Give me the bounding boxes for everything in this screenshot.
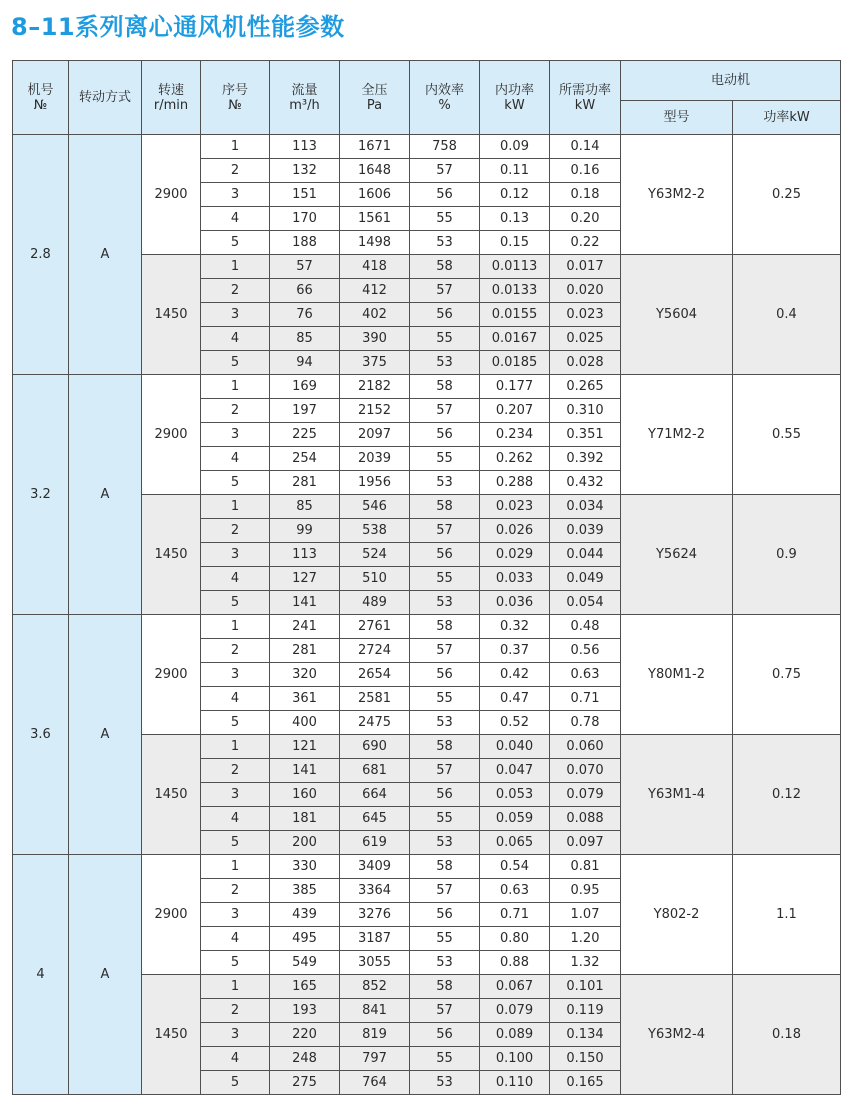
required-power-cell: 0.310 xyxy=(550,399,621,423)
efficiency-cell: 56 xyxy=(410,543,480,567)
header-motor-model: 型号 xyxy=(621,101,733,135)
motor-model-cell: Y802-2 xyxy=(621,855,733,975)
internal-power-cell: 0.0185 xyxy=(480,351,550,375)
required-power-cell: 0.351 xyxy=(550,423,621,447)
flow-cell: 141 xyxy=(270,759,340,783)
machine-no-cell: 3.6 xyxy=(13,615,69,855)
flow-cell: 121 xyxy=(270,735,340,759)
pressure-cell: 2654 xyxy=(340,663,410,687)
efficiency-cell: 53 xyxy=(410,351,480,375)
seq-cell: 5 xyxy=(201,591,270,615)
flow-cell: 385 xyxy=(270,879,340,903)
flow-cell: 281 xyxy=(270,639,340,663)
required-power-cell: 0.034 xyxy=(550,495,621,519)
pressure-cell: 2182 xyxy=(340,375,410,399)
speed-cell: 1450 xyxy=(142,975,201,1095)
internal-power-cell: 0.110 xyxy=(480,1071,550,1095)
internal-power-cell: 0.026 xyxy=(480,519,550,543)
seq-cell: 1 xyxy=(201,735,270,759)
drive-mode-cell: A xyxy=(69,855,142,1095)
flow-cell: 495 xyxy=(270,927,340,951)
pressure-cell: 2581 xyxy=(340,687,410,711)
internal-power-cell: 0.177 xyxy=(480,375,550,399)
pressure-cell: 412 xyxy=(340,279,410,303)
motor-model-cell: Y71M2-2 xyxy=(621,375,733,495)
internal-power-cell: 0.262 xyxy=(480,447,550,471)
flow-cell: 127 xyxy=(270,567,340,591)
pressure-cell: 1956 xyxy=(340,471,410,495)
pressure-cell: 3187 xyxy=(340,927,410,951)
required-power-cell: 1.20 xyxy=(550,927,621,951)
internal-power-cell: 0.288 xyxy=(480,471,550,495)
seq-cell: 4 xyxy=(201,1047,270,1071)
motor-model-cell: Y80M1-2 xyxy=(621,615,733,735)
pressure-cell: 1498 xyxy=(340,231,410,255)
internal-power-cell: 0.0155 xyxy=(480,303,550,327)
efficiency-cell: 56 xyxy=(410,903,480,927)
internal-power-cell: 0.065 xyxy=(480,831,550,855)
flow-cell: 66 xyxy=(270,279,340,303)
internal-power-cell: 0.80 xyxy=(480,927,550,951)
seq-cell: 4 xyxy=(201,447,270,471)
internal-power-cell: 0.0167 xyxy=(480,327,550,351)
pressure-cell: 764 xyxy=(340,1071,410,1095)
seq-cell: 2 xyxy=(201,279,270,303)
efficiency-cell: 56 xyxy=(410,783,480,807)
flow-cell: 200 xyxy=(270,831,340,855)
seq-cell: 3 xyxy=(201,183,270,207)
speed-cell: 1450 xyxy=(142,495,201,615)
flow-cell: 330 xyxy=(270,855,340,879)
required-power-cell: 0.18 xyxy=(550,183,621,207)
pressure-cell: 3364 xyxy=(340,879,410,903)
flow-cell: 141 xyxy=(270,591,340,615)
flow-cell: 220 xyxy=(270,1023,340,1047)
seq-cell: 3 xyxy=(201,663,270,687)
pressure-cell: 619 xyxy=(340,831,410,855)
header-motor-power: 功率kW xyxy=(733,101,841,135)
header-flow: 流量 m³/h xyxy=(270,61,340,135)
internal-power-cell: 0.52 xyxy=(480,711,550,735)
flow-cell: 254 xyxy=(270,447,340,471)
internal-power-cell: 0.42 xyxy=(480,663,550,687)
seq-cell: 3 xyxy=(201,303,270,327)
pressure-cell: 690 xyxy=(340,735,410,759)
pressure-cell: 1606 xyxy=(340,183,410,207)
internal-power-cell: 0.13 xyxy=(480,207,550,231)
seq-cell: 3 xyxy=(201,543,270,567)
internal-power-cell: 0.036 xyxy=(480,591,550,615)
internal-power-cell: 0.37 xyxy=(480,639,550,663)
pressure-cell: 819 xyxy=(340,1023,410,1047)
efficiency-cell: 57 xyxy=(410,759,480,783)
seq-cell: 2 xyxy=(201,159,270,183)
flow-cell: 165 xyxy=(270,975,340,999)
required-power-cell: 0.119 xyxy=(550,999,621,1023)
required-power-cell: 0.088 xyxy=(550,807,621,831)
required-power-cell: 0.22 xyxy=(550,231,621,255)
flow-cell: 85 xyxy=(270,495,340,519)
flow-cell: 132 xyxy=(270,159,340,183)
required-power-cell: 0.63 xyxy=(550,663,621,687)
drive-mode-cell: A xyxy=(69,135,142,375)
header-efficiency: 内效率 % xyxy=(410,61,480,135)
internal-power-cell: 0.47 xyxy=(480,687,550,711)
efficiency-cell: 53 xyxy=(410,591,480,615)
table-body xyxy=(13,135,841,1095)
seq-cell: 4 xyxy=(201,687,270,711)
pressure-cell: 390 xyxy=(340,327,410,351)
pressure-cell: 2152 xyxy=(340,399,410,423)
efficiency-cell: 53 xyxy=(410,711,480,735)
required-power-cell: 0.070 xyxy=(550,759,621,783)
required-power-cell: 0.78 xyxy=(550,711,621,735)
efficiency-cell: 58 xyxy=(410,615,480,639)
drive-mode-cell: A xyxy=(69,375,142,615)
pressure-cell: 510 xyxy=(340,567,410,591)
seq-cell: 2 xyxy=(201,639,270,663)
speed-cell: 1450 xyxy=(142,735,201,855)
efficiency-cell: 56 xyxy=(410,1023,480,1047)
efficiency-cell: 55 xyxy=(410,447,480,471)
seq-cell: 1 xyxy=(201,615,270,639)
efficiency-cell: 53 xyxy=(410,231,480,255)
required-power-cell: 0.48 xyxy=(550,615,621,639)
required-power-cell: 0.150 xyxy=(550,1047,621,1071)
pressure-cell: 841 xyxy=(340,999,410,1023)
efficiency-cell: 56 xyxy=(410,303,480,327)
flow-cell: 94 xyxy=(270,351,340,375)
seq-cell: 4 xyxy=(201,567,270,591)
header-row-1 xyxy=(13,61,841,101)
pressure-cell: 1671 xyxy=(340,135,410,159)
seq-cell: 3 xyxy=(201,783,270,807)
seq-cell: 2 xyxy=(201,759,270,783)
pressure-cell: 2761 xyxy=(340,615,410,639)
pressure-cell: 645 xyxy=(340,807,410,831)
seq-cell: 2 xyxy=(201,519,270,543)
seq-cell: 4 xyxy=(201,807,270,831)
seq-cell: 5 xyxy=(201,471,270,495)
efficiency-cell: 758 xyxy=(410,135,480,159)
seq-cell: 4 xyxy=(201,927,270,951)
pressure-cell: 3055 xyxy=(340,951,410,975)
seq-cell: 5 xyxy=(201,831,270,855)
internal-power-cell: 0.207 xyxy=(480,399,550,423)
flow-cell: 169 xyxy=(270,375,340,399)
efficiency-cell: 57 xyxy=(410,279,480,303)
efficiency-cell: 56 xyxy=(410,183,480,207)
flow-cell: 57 xyxy=(270,255,340,279)
internal-power-cell: 0.067 xyxy=(480,975,550,999)
motor-power-cell: 0.25 xyxy=(733,135,841,255)
required-power-cell: 0.025 xyxy=(550,327,621,351)
seq-cell: 3 xyxy=(201,423,270,447)
required-power-cell: 0.392 xyxy=(550,447,621,471)
motor-power-cell: 1.1 xyxy=(733,855,841,975)
internal-power-cell: 0.100 xyxy=(480,1047,550,1071)
seq-cell: 5 xyxy=(201,1071,270,1095)
machine-no-cell: 4 xyxy=(13,855,69,1095)
flow-cell: 188 xyxy=(270,231,340,255)
motor-model-cell: Y5604 xyxy=(621,255,733,375)
efficiency-cell: 53 xyxy=(410,471,480,495)
header-motor: 电动机 xyxy=(621,61,841,101)
header-machine-no: 机号 № xyxy=(13,61,69,135)
required-power-cell: 0.097 xyxy=(550,831,621,855)
speed-cell: 2900 xyxy=(142,855,201,975)
speed-cell: 1450 xyxy=(142,255,201,375)
pressure-cell: 538 xyxy=(340,519,410,543)
efficiency-cell: 58 xyxy=(410,375,480,399)
efficiency-cell: 58 xyxy=(410,255,480,279)
internal-power-cell: 0.15 xyxy=(480,231,550,255)
flow-cell: 76 xyxy=(270,303,340,327)
efficiency-cell: 55 xyxy=(410,207,480,231)
internal-power-cell: 0.033 xyxy=(480,567,550,591)
header-seq: 序号 № xyxy=(201,61,270,135)
seq-cell: 2 xyxy=(201,879,270,903)
pressure-cell: 2475 xyxy=(340,711,410,735)
internal-power-cell: 0.88 xyxy=(480,951,550,975)
speed-cell: 2900 xyxy=(142,615,201,735)
required-power-cell: 0.81 xyxy=(550,855,621,879)
pressure-cell: 2097 xyxy=(340,423,410,447)
seq-cell: 1 xyxy=(201,495,270,519)
required-power-cell: 0.049 xyxy=(550,567,621,591)
efficiency-cell: 55 xyxy=(410,567,480,591)
required-power-cell: 0.060 xyxy=(550,735,621,759)
internal-power-cell: 0.059 xyxy=(480,807,550,831)
motor-power-cell: 0.75 xyxy=(733,615,841,735)
speed-cell: 2900 xyxy=(142,375,201,495)
internal-power-cell: 0.09 xyxy=(480,135,550,159)
pressure-cell: 402 xyxy=(340,303,410,327)
header-required-power: 所需功率 kW xyxy=(550,61,621,135)
required-power-cell: 0.101 xyxy=(550,975,621,999)
flow-cell: 181 xyxy=(270,807,340,831)
pressure-cell: 2039 xyxy=(340,447,410,471)
table-row xyxy=(13,615,841,639)
drive-mode-cell: A xyxy=(69,615,142,855)
pressure-cell: 524 xyxy=(340,543,410,567)
efficiency-cell: 58 xyxy=(410,735,480,759)
flow-cell: 160 xyxy=(270,783,340,807)
motor-model-cell: Y5624 xyxy=(621,495,733,615)
flow-cell: 170 xyxy=(270,207,340,231)
pressure-cell: 375 xyxy=(340,351,410,375)
seq-cell: 4 xyxy=(201,327,270,351)
header-speed: 转速 r/min xyxy=(142,61,201,135)
required-power-cell: 0.20 xyxy=(550,207,621,231)
internal-power-cell: 0.12 xyxy=(480,183,550,207)
internal-power-cell: 0.11 xyxy=(480,159,550,183)
required-power-cell: 0.56 xyxy=(550,639,621,663)
seq-cell: 5 xyxy=(201,351,270,375)
flow-cell: 241 xyxy=(270,615,340,639)
seq-cell: 1 xyxy=(201,975,270,999)
table-row xyxy=(13,135,841,159)
required-power-cell: 0.054 xyxy=(550,591,621,615)
pressure-cell: 797 xyxy=(340,1047,410,1071)
required-power-cell: 0.020 xyxy=(550,279,621,303)
flow-cell: 197 xyxy=(270,399,340,423)
required-power-cell: 0.165 xyxy=(550,1071,621,1095)
flow-cell: 439 xyxy=(270,903,340,927)
flow-cell: 99 xyxy=(270,519,340,543)
internal-power-cell: 0.053 xyxy=(480,783,550,807)
flow-cell: 151 xyxy=(270,183,340,207)
flow-cell: 549 xyxy=(270,951,340,975)
pressure-cell: 418 xyxy=(340,255,410,279)
pressure-cell: 1561 xyxy=(340,207,410,231)
required-power-cell: 0.134 xyxy=(550,1023,621,1047)
seq-cell: 2 xyxy=(201,399,270,423)
seq-cell: 1 xyxy=(201,255,270,279)
pressure-cell: 1648 xyxy=(340,159,410,183)
efficiency-cell: 53 xyxy=(410,951,480,975)
flow-cell: 361 xyxy=(270,687,340,711)
speed-cell: 2900 xyxy=(142,135,201,255)
motor-power-cell: 0.18 xyxy=(733,975,841,1095)
efficiency-cell: 57 xyxy=(410,999,480,1023)
required-power-cell: 0.028 xyxy=(550,351,621,375)
seq-cell: 1 xyxy=(201,375,270,399)
flow-cell: 248 xyxy=(270,1047,340,1071)
efficiency-cell: 57 xyxy=(410,399,480,423)
internal-power-cell: 0.089 xyxy=(480,1023,550,1047)
required-power-cell: 0.044 xyxy=(550,543,621,567)
pressure-cell: 3409 xyxy=(340,855,410,879)
seq-cell: 5 xyxy=(201,711,270,735)
motor-power-cell: 0.4 xyxy=(733,255,841,375)
pressure-cell: 489 xyxy=(340,591,410,615)
required-power-cell: 1.32 xyxy=(550,951,621,975)
page-title: 8–11系列离心通风机性能参数 xyxy=(11,13,345,41)
efficiency-cell: 55 xyxy=(410,1047,480,1071)
flow-cell: 320 xyxy=(270,663,340,687)
machine-no-cell: 3.2 xyxy=(13,375,69,615)
seq-cell: 5 xyxy=(201,951,270,975)
header-internal-power: 内功率 kW xyxy=(480,61,550,135)
machine-no-cell: 2.8 xyxy=(13,135,69,375)
motor-power-cell: 0.12 xyxy=(733,735,841,855)
efficiency-cell: 53 xyxy=(410,831,480,855)
internal-power-cell: 0.0113 xyxy=(480,255,550,279)
internal-power-cell: 0.040 xyxy=(480,735,550,759)
flow-cell: 113 xyxy=(270,135,340,159)
seq-cell: 3 xyxy=(201,1023,270,1047)
internal-power-cell: 0.0133 xyxy=(480,279,550,303)
header-drive-mode: 转动方式 xyxy=(69,61,142,135)
efficiency-cell: 53 xyxy=(410,1071,480,1095)
pressure-cell: 3276 xyxy=(340,903,410,927)
internal-power-cell: 0.079 xyxy=(480,999,550,1023)
pressure-cell: 681 xyxy=(340,759,410,783)
required-power-cell: 0.71 xyxy=(550,687,621,711)
required-power-cell: 0.95 xyxy=(550,879,621,903)
flow-cell: 113 xyxy=(270,543,340,567)
performance-table xyxy=(12,60,841,1095)
efficiency-cell: 58 xyxy=(410,495,480,519)
flow-cell: 85 xyxy=(270,327,340,351)
efficiency-cell: 56 xyxy=(410,663,480,687)
internal-power-cell: 0.023 xyxy=(480,495,550,519)
required-power-cell: 0.16 xyxy=(550,159,621,183)
required-power-cell: 0.023 xyxy=(550,303,621,327)
flow-cell: 281 xyxy=(270,471,340,495)
header-pressure: 全压 Pa xyxy=(340,61,410,135)
pressure-cell: 2724 xyxy=(340,639,410,663)
efficiency-cell: 56 xyxy=(410,423,480,447)
efficiency-cell: 55 xyxy=(410,927,480,951)
efficiency-cell: 55 xyxy=(410,687,480,711)
flow-cell: 193 xyxy=(270,999,340,1023)
efficiency-cell: 57 xyxy=(410,159,480,183)
required-power-cell: 0.265 xyxy=(550,375,621,399)
seq-cell: 5 xyxy=(201,231,270,255)
seq-cell: 2 xyxy=(201,999,270,1023)
internal-power-cell: 0.71 xyxy=(480,903,550,927)
internal-power-cell: 0.54 xyxy=(480,855,550,879)
motor-power-cell: 0.55 xyxy=(733,375,841,495)
seq-cell: 1 xyxy=(201,135,270,159)
pressure-cell: 546 xyxy=(340,495,410,519)
required-power-cell: 1.07 xyxy=(550,903,621,927)
efficiency-cell: 57 xyxy=(410,879,480,903)
efficiency-cell: 58 xyxy=(410,975,480,999)
internal-power-cell: 0.32 xyxy=(480,615,550,639)
required-power-cell: 0.039 xyxy=(550,519,621,543)
motor-model-cell: Y63M1-4 xyxy=(621,735,733,855)
required-power-cell: 0.14 xyxy=(550,135,621,159)
internal-power-cell: 0.234 xyxy=(480,423,550,447)
flow-cell: 400 xyxy=(270,711,340,735)
table-row xyxy=(13,855,841,879)
efficiency-cell: 57 xyxy=(410,639,480,663)
pressure-cell: 852 xyxy=(340,975,410,999)
internal-power-cell: 0.63 xyxy=(480,879,550,903)
required-power-cell: 0.017 xyxy=(550,255,621,279)
internal-power-cell: 0.047 xyxy=(480,759,550,783)
flow-cell: 225 xyxy=(270,423,340,447)
seq-cell: 4 xyxy=(201,207,270,231)
required-power-cell: 0.079 xyxy=(550,783,621,807)
flow-cell: 275 xyxy=(270,1071,340,1095)
motor-model-cell: Y63M2-2 xyxy=(621,135,733,255)
seq-cell: 3 xyxy=(201,903,270,927)
efficiency-cell: 55 xyxy=(410,327,480,351)
efficiency-cell: 58 xyxy=(410,855,480,879)
pressure-cell: 664 xyxy=(340,783,410,807)
motor-power-cell: 0.9 xyxy=(733,495,841,615)
internal-power-cell: 0.029 xyxy=(480,543,550,567)
table-row xyxy=(13,375,841,399)
efficiency-cell: 57 xyxy=(410,519,480,543)
efficiency-cell: 55 xyxy=(410,807,480,831)
seq-cell: 1 xyxy=(201,855,270,879)
motor-model-cell: Y63M2-4 xyxy=(621,975,733,1095)
required-power-cell: 0.432 xyxy=(550,471,621,495)
